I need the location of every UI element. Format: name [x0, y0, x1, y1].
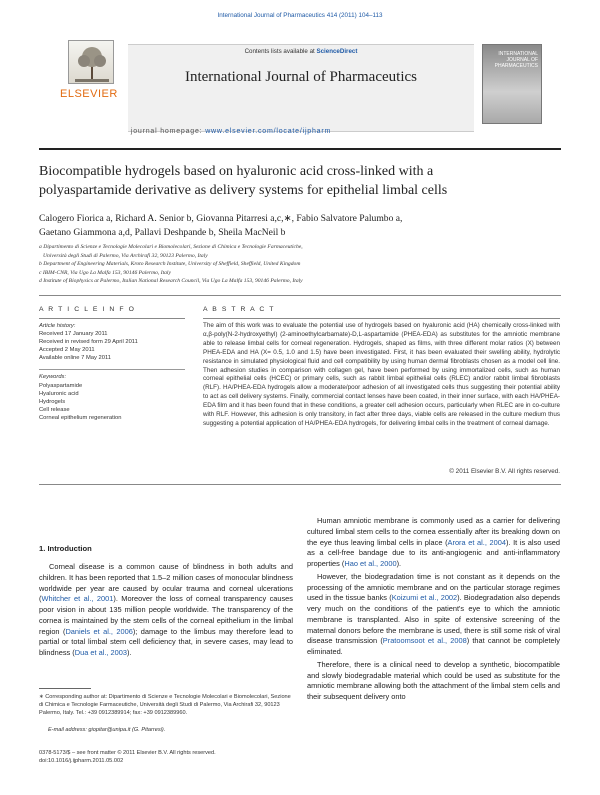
citation-link[interactable]: Pratoomsoot et al., 2008 — [382, 636, 467, 646]
history-heading: Article history: — [39, 323, 76, 329]
article-info-heading: A R T I C L E I N F O — [39, 306, 136, 313]
text-run: ); damage to the limbus may therefore lead to partial or total limbal stem cell deficiency that, in severe cases, may lead to blindness ( — [39, 626, 293, 657]
history-item: Accepted 2 May 2011 — [39, 347, 95, 354]
contents-prefix: Contents lists available at — [244, 48, 317, 55]
issn-line: 0378-5173/$ – see front matter © 2011 Elsevier B.V. All rights reserved. — [39, 750, 216, 756]
keyword: Hydrogels — [39, 398, 66, 405]
citation-link[interactable]: Koizumi et al., 2002 — [391, 593, 458, 603]
abstract-body: The aim of this work was to evaluate the potential use of hydrogels based on hyaluronic acid (HA) chemically cross-linked with α,β-poly(N-2-hydroxyethyl) (2-aminoethylcarbamate)-D,L-aspartamide (PHEA-EDA) as substitutes for the amniotic membrane able to release limbal cells for corneal regeneration. Hydrogels, shaped as films, with three different molar ratios (X) between PHEA-EDA and HA (X= 0.5, 1.0 and 1.5) have been investigated. First, it has been evaluated their swelling ability, hydrolytic resistance in simulated physiological fluid and cell compatibility by using human dermal fibroblasts chosen as a model cell line. Then adhesion studies in comparison with collagen gel, have been performed by using immortalized cells, such as human corneal epithelial cells (HCEC) or primary cells, such as rabbit limbal epithelial cells (RLEC) and/or rabbit limbal fibroblasts (RLF). HA/PHEA-EDA hydrogels allow a moderate/poor adhesion of all investigated cells thus suggesting their potential ability to act as cell delivery systems. Finally, commercial contact lenses have been coated, in their inner surface, with each HA/PHEA-EDA film and it has been found that in these conditions, a greater cell adhesion occurs, particularly when RLEC are in co-culture with RLF. However, this adhesion is only transitory, in fact after three days, viable cells are released in the culture medium thus suggesting a potential application of HA/PHEA-EDA hydrogels, for delivering limbal cells in the treatment of corneal damage. — [203, 322, 560, 427]
issn-block — [39, 749, 299, 766]
text-run: ). Biodegradation also depends very much on the conditions of the patient's eye to which the amniotic membrane is transplanted. Also in spite of extensive screening of the maternal donors before the membrane is used, there is still some risk of viral disease transmission ( — [307, 593, 560, 646]
keyword: Cell release — [39, 406, 70, 413]
sciencedirect-link[interactable]: ScienceDirect — [316, 48, 358, 55]
history-item: Received 17 January 2011 — [39, 331, 108, 338]
text-run: ). Moreover the loss of corneal transparency causes poor vision in about 135 million people worldwide. The transparency of the cornea is maintained by the stem cells of the corneal epithelium in the limbal region ( — [39, 594, 293, 636]
authors-line-1: Calogero Fiorica a, Richard A. Senior b, Giovanna Pitarresi a,c,∗, Fabio Salvatore Palumbo a, — [39, 213, 403, 224]
text-run: ). — [396, 559, 402, 568]
masthead — [58, 40, 542, 140]
title-line-2: polyaspartamide derivative as delivery systems for epithelial limbal cells — [39, 183, 448, 198]
cover-title: INTERNATIONAL JOURNAL OF PHARMACEUTICS — [494, 51, 538, 69]
title-line-1: Biocompatible hydrogels based on hyaluronic acid cross-linked with a — [39, 164, 434, 179]
elsevier-logo — [58, 40, 124, 138]
journal-cover-thumbnail — [482, 44, 542, 124]
article-title — [39, 162, 559, 200]
article-info — [39, 322, 185, 422]
journal-banner — [128, 44, 474, 132]
contents-line — [128, 48, 474, 55]
affiliation: d Institute of Biophysics at Palermo, Italian National Research Council, Via Ugo La Malfa 153, 90146 Palermo, Italy — [39, 278, 303, 285]
journal-homepage — [58, 128, 404, 135]
author-list — [39, 212, 559, 240]
history-item: Received in revised form 29 April 2011 — [39, 339, 138, 346]
publisher-name: ELSEVIER — [60, 88, 118, 100]
affiliation: a Dipartimento di Scienze e Tecnologie Molecolari e Biomolecolari, Sezione di Chimica e Tecnologie Farmaceutiche, — [39, 244, 303, 250]
text-run: However, the biodegradation time is not constant as it depends on the processing of the amniotic membrane and on the particular storage regimes used in the tissue banks ( — [307, 571, 560, 603]
divider — [203, 318, 560, 319]
affiliation: c IBIM-CNR, Via Ugo La Malfa 153, 90146 Palermo, Italy — [39, 269, 171, 276]
text-run: ). It is also used as a cell-free bandage due to its anti-angiogenic and anti-inflammatory properties ( — [307, 537, 560, 568]
affiliation: Università degli Studi di Palermo, Via Archirafi 32, 90123 Palermo, Italy — [43, 252, 208, 259]
journal-title: International Journal of Pharmaceutics — [184, 69, 417, 85]
keywords-heading: Keywords: — [39, 374, 67, 381]
text-run: Human amniotic membrane is commonly used as a carrier for delivering cultured limbal stem cells to the cornea essentially after its breaking down on the eye thus leaving limbal cells in place ( — [307, 516, 560, 547]
paragraph — [307, 572, 560, 658]
keyword: Corneal epithelium regeneration — [39, 414, 122, 421]
footnote-rule — [39, 688, 91, 689]
homepage-link[interactable]: www.elsevier.com/locate/ijpharm — [205, 128, 332, 135]
history-item: Available online 7 May 2011 — [39, 355, 111, 362]
divider — [39, 484, 561, 485]
divider — [39, 369, 185, 370]
paragraph: Therefore, there is a clinical need to develop a synthetic, biocompatible and slowly biodegradable material which could be used as substitute for the amniotic membrane allowing both the attachment of the limbal stem cells and their subsequent delivery onto — [307, 659, 560, 701]
divider — [39, 295, 561, 296]
tree-logo-icon — [68, 40, 114, 84]
citation-link[interactable]: Whitcher et al., 2001 — [41, 594, 114, 604]
email-note: E-mail address: giopitar@unipa.it (G. Pitarresi). — [48, 727, 166, 733]
corresponding-author-note: ∗ Corresponding author at: Dipartimento di Scienze e Tecnologie Molecolari e Biomolecolari, Sezione di Chimica e Tecnologie Farmaceutiche, Università degli Studi di Palermo, Via Archirafi 32, 90123 Palermo, Italy. Tel.: +39 0912389914; fax: +39 0912389960. — [39, 694, 291, 717]
paragraph — [39, 562, 293, 659]
affiliations — [39, 243, 559, 286]
text-run: ) that cannot be completely eliminated. — [307, 636, 560, 656]
journal-citation: International Journal of Pharmaceutics 414 (2011) 104–113 — [217, 12, 383, 19]
right-column — [307, 516, 560, 705]
header-rule — [39, 148, 561, 150]
citation-link[interactable]: Arora et al., 2004 — [447, 537, 506, 547]
left-column — [39, 562, 293, 661]
citation-link[interactable]: Dua et al., 2003 — [74, 648, 127, 657]
abstract-heading: A B S T R A C T — [203, 306, 275, 313]
text-run: Corneal disease is a common cause of blindness in both adults and children. It has been reported that 1.5–2 million cases of monocular blindness worldwide per year are caused by ocular trauma and corneal ulcerations ( — [39, 562, 293, 604]
authors-line-2: Gaetano Giammona a,d, Pallavi Deshpande b, Sheila MacNeil b — [39, 227, 286, 238]
citation-link[interactable]: Daniels et al., 2006 — [65, 626, 133, 636]
citation-link[interactable]: Hao et al., 2000 — [344, 559, 397, 568]
section-heading: 1. Introduction — [39, 544, 92, 553]
doi-line: doi:10.1016/j.ijpharm.2011.05.002 — [39, 758, 124, 765]
text-run: ). — [126, 648, 132, 657]
paragraph — [307, 516, 560, 570]
copyright-notice: © 2011 Elsevier B.V. All rights reserved. — [449, 468, 560, 475]
homepage-prefix: journal homepage: — [130, 128, 206, 135]
keyword: Polyaspartamide — [39, 382, 83, 389]
affiliation: b Department of Engineering Materials, Kroto Research Institute, University of Sheffield, Sheffield, United Kingdom — [39, 261, 301, 268]
divider — [39, 318, 185, 319]
keyword: Hyaluronic acid — [39, 390, 79, 397]
